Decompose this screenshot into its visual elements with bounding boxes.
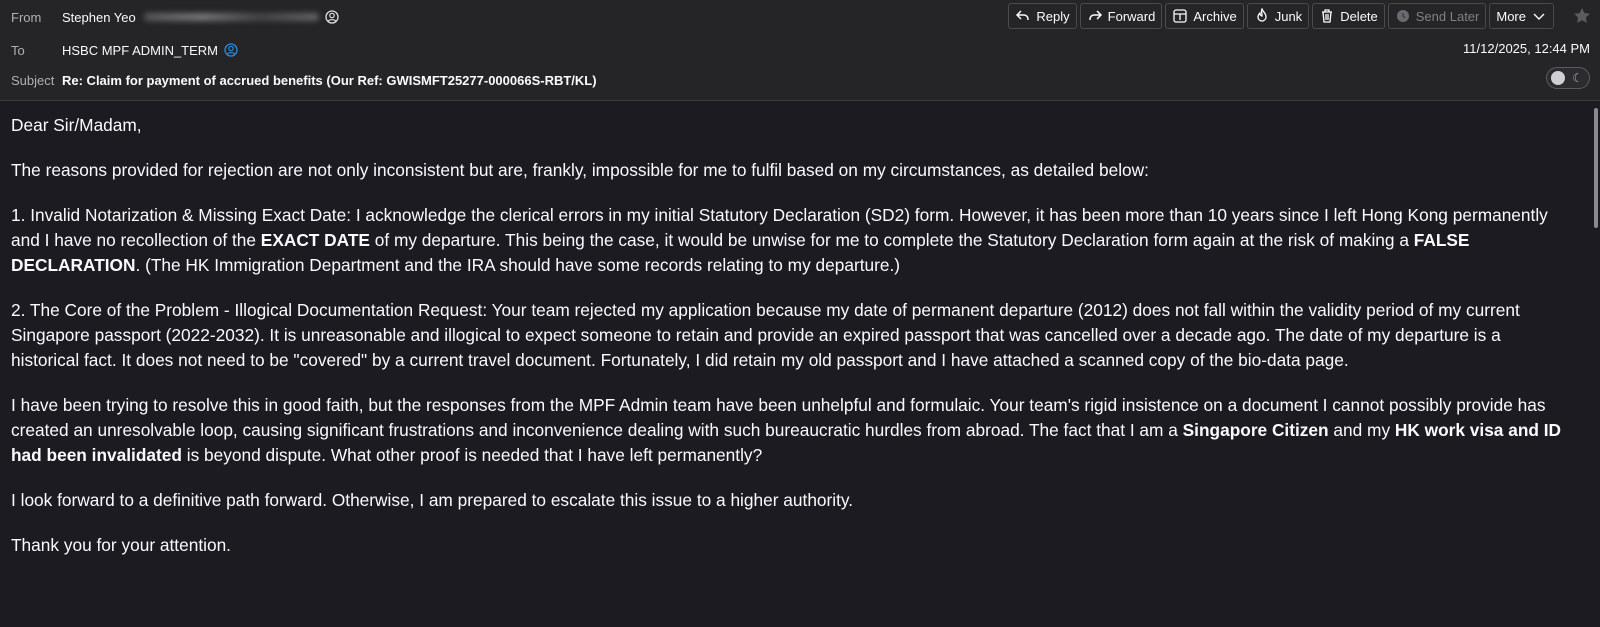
to-label: To (11, 42, 25, 58)
reply-button[interactable] (1008, 3, 1076, 29)
text: and my (1328, 420, 1395, 440)
reply-label: Reply (1036, 8, 1070, 24)
text: I have been trying to resolve this in good faith, but the responses from the MPF Admin team have been unhelpful and formulaic. Your team's rigid insistence on a document I cannot possibly provide has created an unresolvable loop, causing significant frustrations and inconvenience dealing with such bureaucratic hurdles from abroad. The fact that I am a (11, 395, 1546, 440)
paragraph-good-faith (11, 393, 1566, 468)
paragraph-point-1 (11, 203, 1566, 278)
junk-label: Junk (1274, 8, 1303, 24)
contact-icon[interactable] (224, 43, 238, 57)
archive-label: Archive (1193, 8, 1237, 24)
forward-icon (1087, 8, 1103, 24)
subject-text: Re: Claim for payment of accrued benefits (Our Ref: GWISMFT25277-000066S-RBT/KL) (62, 72, 597, 88)
junk-icon (1254, 8, 1270, 24)
chevron-down-icon (1531, 8, 1547, 24)
bold-text: FALSE DECLARATION (11, 230, 1470, 275)
more-label: More (1496, 8, 1526, 24)
reply-icon (1015, 8, 1031, 24)
more-button[interactable] (1489, 3, 1554, 29)
paragraph-point-2: 2. The Core of the Problem - Illogical Documentation Request: Your team rejected my application because my date of permanent departure (2012) does not fall within the validity period of my current Singapore passport (2022-2032). It is unreasonable and illogical to expect someone to retain and provide an expired passport that was cancelled over a decade ago. The date of my departure is a historical fact. It does not need to be "covered" by a current travel document. Fortunately, I did retain my old passport and I have attached a scanned copy of the bio-data page. (11, 300, 1520, 370)
clock-icon (1395, 8, 1411, 24)
recipient-name[interactable]: HSBC MPF ADMIN_TERM (62, 42, 219, 58)
bold-text: EXACT DATE (260, 230, 370, 250)
send-later-button[interactable] (1388, 3, 1487, 29)
redacted-email (144, 13, 319, 21)
greeting: Dear Sir/Madam, (11, 115, 142, 135)
delete-label: Delete (1340, 8, 1378, 24)
paragraph-closing: Thank you for your attention. (11, 535, 231, 555)
sender-name[interactable]: Stephen Yeo (62, 9, 136, 25)
trash-icon (1319, 8, 1335, 24)
forward-label: Forward (1107, 8, 1156, 24)
text: is beyond dispute. What other proof is needed that I have left permanently? (181, 445, 763, 465)
text: . (The HK Immigration Department and the IRA should have some records relating to my departure.) (135, 255, 901, 275)
send-later-label: Send Later (1415, 8, 1480, 24)
message-header (0, 0, 1600, 101)
star-icon[interactable] (1572, 6, 1592, 26)
moon-icon: ☾ (1572, 71, 1583, 85)
message-body (11, 113, 1566, 578)
from-label: From (11, 9, 42, 25)
paragraph-intro: The reasons provided for rejection are not only inconsistent but are, frankly, impossible for me to fulfil based on my circumstances, as detailed below: (11, 160, 1149, 180)
dark-mode-toggle[interactable] (1546, 67, 1590, 89)
text: 1. Invalid Notarization & Missing Exact Date: I acknowledge the clerical errors in my initial Statutory Declaration (SD2) form. However, it has been more than 10 years since I left Hong Kong permanently and I have no recollection of the (11, 205, 1548, 250)
scrollbar[interactable] (1594, 108, 1598, 228)
archive-button[interactable] (1165, 3, 1243, 29)
paragraph-escalation: I look forward to a definitive path forward. Otherwise, I am prepared to escalate this issue to a higher authority. (11, 490, 854, 510)
bold-text: HK work visa and ID had been invalidated (11, 420, 1562, 465)
message-toolbar (1008, 3, 1554, 29)
forward-button[interactable] (1080, 3, 1163, 29)
text: of my departure. This being the case, it would be unwise for me to complete the Statutory Declaration form again at the risk of making a (369, 230, 1414, 250)
contact-icon[interactable] (325, 10, 339, 24)
archive-icon (1172, 8, 1188, 24)
toggle-knob (1551, 71, 1565, 85)
delete-button[interactable] (1312, 3, 1385, 29)
subject-label: Subject (11, 72, 55, 88)
bold-text: Singapore Citizen (1182, 420, 1329, 440)
junk-button[interactable] (1247, 3, 1309, 29)
message-date: 11/12/2025, 12:44 PM (1463, 41, 1590, 56)
